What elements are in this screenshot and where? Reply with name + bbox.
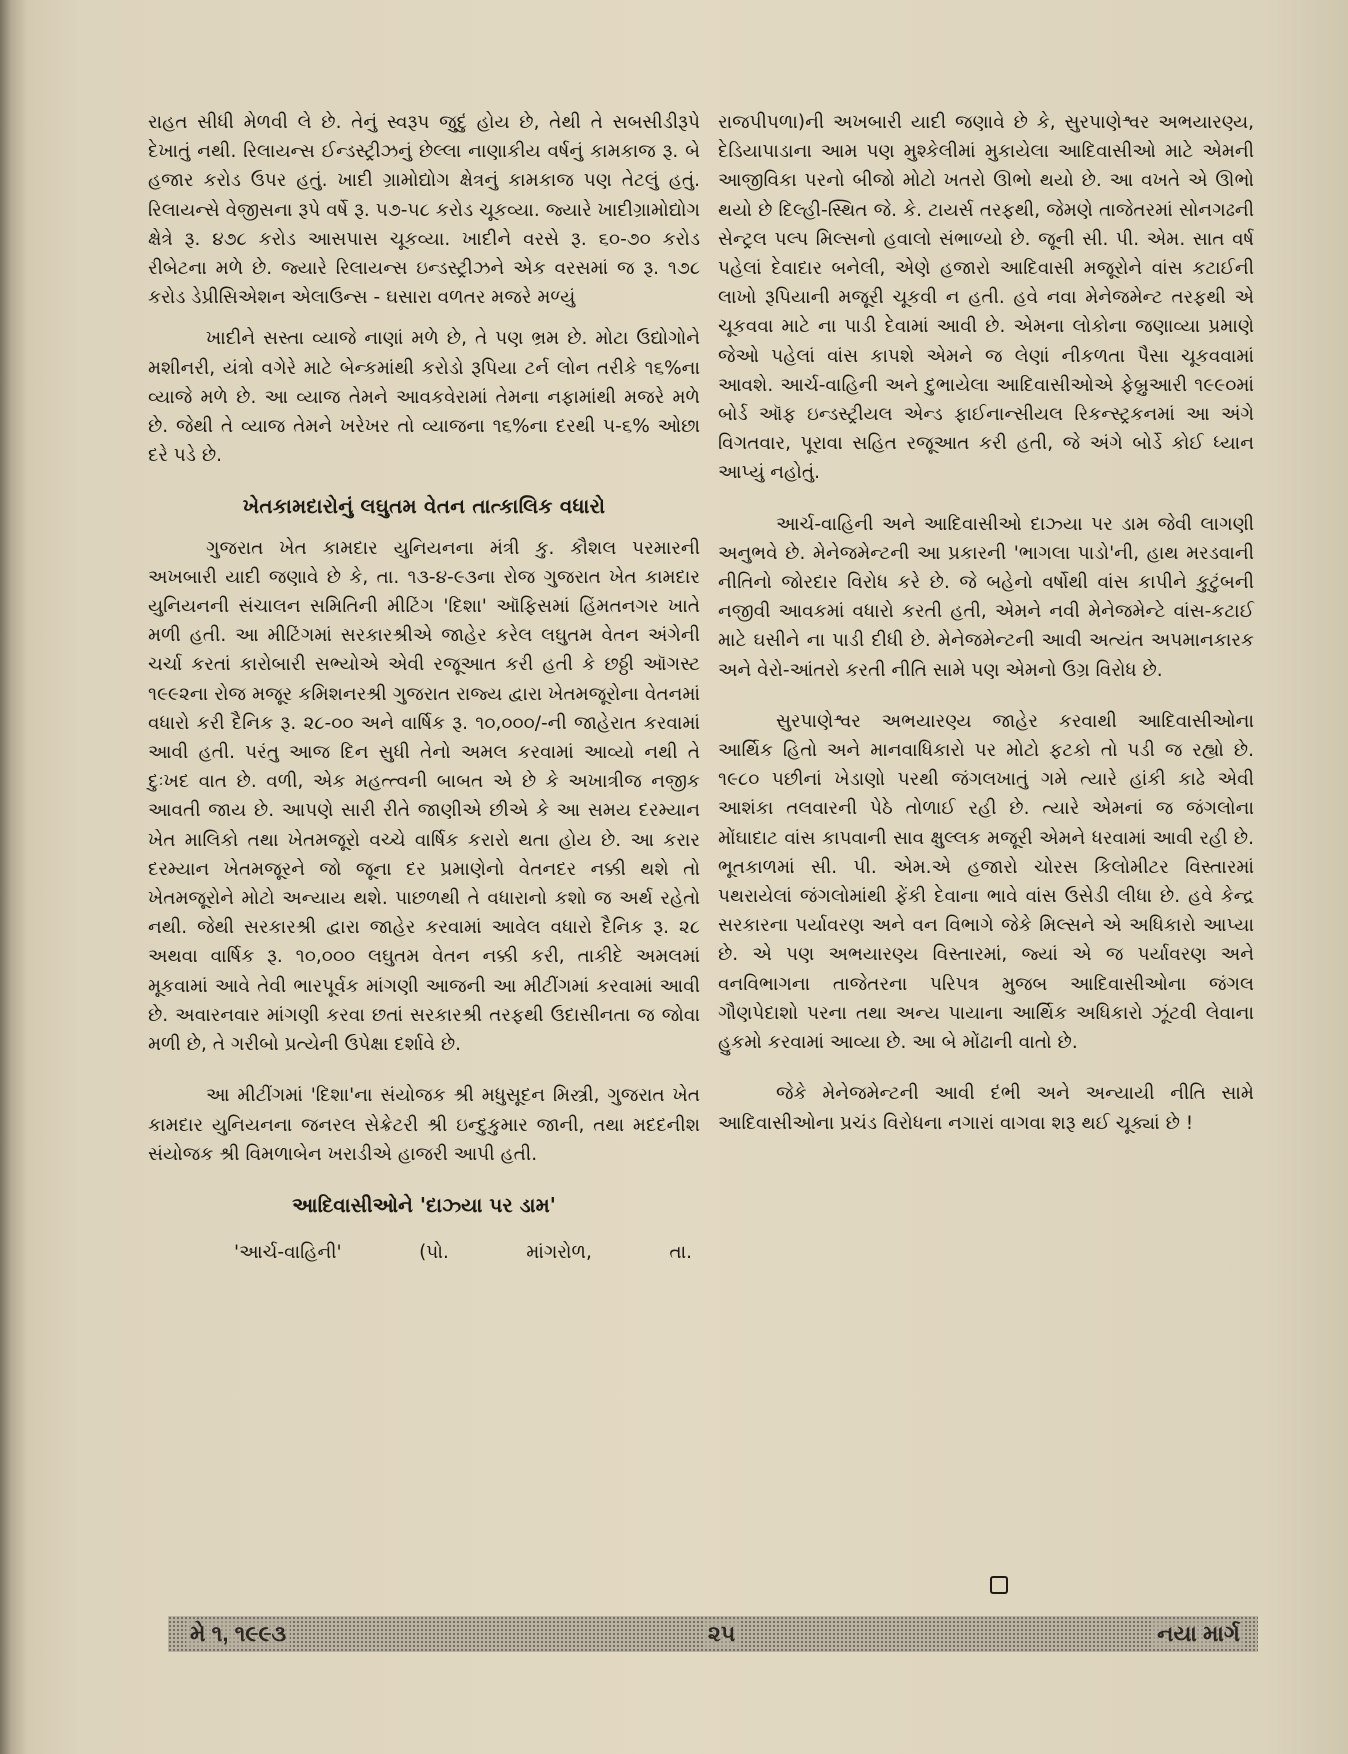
- left-column: [148, 108, 700, 1267]
- source-word-3: માંગરોળ,: [526, 1242, 592, 1264]
- right-para-2: આર્ચ-વાહિની અને આદિવાસીઓ દાઝ્યા પર ડામ જેવી લાગણી અનુભવે છે. મેનેજમેન્ટની આ પ્રકારની 'ભાગલા પાડો'ની, હાથ મરડવાની નીતિનો જોરદાર વિરોધ કરે છે. જે બહેનો વર્ષોથી વાંસ કાપીને કુટુંબની નજીવી આવકમાં વધારો કરતી હતી, એમને નવી મેનેજમેન્ટે વાંસ-કટાઈ માટે ઘસીને ના પાડી દીધી છે. મેનેજમેન્ટની આવી અત્યંત અપમાનકારક અને વેરો-આંતરો કરતી નીતિ સામે પણ એમનો ઉગ્ર વિરોધ છે.: [718, 513, 1254, 681]
- source-word-1: 'આર્ચ-વાહિની': [234, 1242, 342, 1264]
- right-para-1: રાજપીપળા)ની અખબારી યાદી જણાવે છે કે, સુરપાણેશ્વર અભયારણ્ય, દેડિયાપાડાના આમ પણ મુશ્કેલીમાં મુકાયેલા આદિવાસીઓ માટે એમની આજીવિકા પરનો બીજો મોટો ખતરો ઊભો થયો છે. આ વખતે એ ઊભો થયો છે દિલ્હી-સ્થિત જે. કે. ટાયર્સ તરફથી, જેમણે તાજેતરમાં સોનગઢની સેન્ટ્રલ પલ્પ મિલ્સનો હવાલો સંભાળ્યો છે. જૂની સી. પી. એમ. સાત વર્ષ પહેલાં દેવાદાર બનેલી, એણે હજારો આદિવાસી મજૂરોને વાંસ કટાઈની લાખો રૂપિયાની મજૂરી ચૂકવી ન હતી. હવે નવા મેનેજમેન્ટ તરફથી એ ચૂકવવા માટે ના પાડી દેવામાં આવી છે. એમના લોકોના જણાવ્યા પ્રમાણે જેઓ પહેલાં વાંસ કાપશે એમને જ લેણાં નીકળતા પૈસા ચૂકવવામાં આવશે. આર્ચ-વાહિની અને દુભાયેલા આદિવાસીઓએ ફેબ્રુઆરી ૧૯૯૦માં બોર્ડ ઑફ ઇન્ડસ્ટ્રીયલ એન્ડ ફાઈનાન્સીયલ રિકન્સ્ટ્રકનમાં આ અંગે વિગતવાર, પૂરાવા સહિત રજૂઆત કરી હતી, જે અંગે બોર્ડે કોઈ ધ્યાન આપ્યું નહોતું.: [718, 112, 1254, 484]
- left-para-4: આ મીટીંગમાં 'દિશા'ના સંયોજક શ્રી મધુસૂદન મિસ્ત્રી, ગુજરાત ખેત કામદાર યુનિયનના જનરલ સેક્રેટરી શ્રી ઇન્દુકુમાર જાની, તથા મદદનીશ સંયોજક શ્રી વિમળાબેન ખરાડીએ હાજરી આપી હતી.: [148, 1085, 700, 1165]
- article-end-square-icon: [990, 1576, 1008, 1594]
- source-word-4: તા.: [669, 1242, 692, 1264]
- right-para-4: જેકે મેનેજમેન્ટની આવી દંભી અને અન્યાયી નીતિ સામે આદિવાસીઓના પ્રચંડ વિરોધના નગારાં વાગવા શરૂ થઈ ચૂક્યાં છે !: [718, 1083, 1254, 1134]
- source-line: [148, 1238, 700, 1267]
- footer-date: મે ૧, ૧૯૯૩: [186, 1621, 290, 1647]
- right-column: [718, 108, 1254, 1138]
- page-edge-shadow: [0, 0, 28, 1754]
- section-heading-adivasi: આદિવાસીઓને 'દાઝ્યા પર ડામ': [292, 1192, 556, 1217]
- right-para-3: સુરપાણેશ્વર અભયારણ્ય જાહેર કરવાથી આદિવાસીઓના આર્થિક હિતો અને માનવાધિકારો પર મોટો ફટકો તો પડી જ રહ્યો છે. ૧૯૮૦ પછીનાં ખેડાણો પરથી જંગલખાતું ગમે ત્યારે હાંકી કાઢે એવી આશંકા તલવારની પેઠે તોળાઈ રહી છે. ત્યારે એમનાં જ જંગલોના મોંઘાદાટ વાંસ કાપવાની સાવ ક્ષુલ્લક મજૂરી એમને ધરવામાં આવી રહી છે. ભૂતકાળમાં સી. પી. એમ.એ હજારો ચોરસ કિલોમીટર વિસ્તારમાં પથરાયેલાં જંગલોમાંથી ફેંકી દેવાના ભાવે વાંસ ઉસેડી લીધા છે. હવે કેન્દ્ર સરકારના પર્યાવરણ અને વન વિભાગે જેકે મિલ્સને એ અધિકારો આપ્યા છે. એ પણ અભયારણ્ય વિસ્તારમાં, જ્યાં એ જ પર્યાવરણ અને વનવિભાગના તાજેતરના પરિપત્ર મુજબ આદિવાસીઓના જંગલ ગૌણપેદાશો પરના તથા અન્ય પાયાના આર્થિક અધિકારો ઝૂંટવી લેવાના હુકમો કરવામાં આવ્યા છે. આ બે મોંઢાની વાતો છે.: [718, 710, 1254, 1054]
- section-heading-wage: ખેતકામદારોનું લઘુતમ વેતન તાત્કાલિક વધારો: [242, 494, 606, 519]
- left-para-2: ખાદીને સસ્તા વ્યાજે નાણાં મળે છે, તે પણ ભ્રમ છે. મોટા ઉદ્યોગોને મશીનરી, યંત્રો વગેરે માટે બેન્કમાંથી કરોડો રૂપિયા ટર્ન લોન તરીકે ૧૬%ના વ્યાજે મળે છે. આ વ્યાજ તેમને આવકવેરામાં તેમના નફામાંથી મજરે મળે છે. જેથી તે વ્યાજ તેમને ખરેખર તો વ્યાજના ૧૬%ના દરથી ૫-૬% ઓછા દરે પડે છે.: [148, 328, 700, 467]
- source-word-2: (પો.: [419, 1242, 449, 1264]
- footer-page-number: ૨૫: [704, 1621, 739, 1647]
- footer-magazine-name: નયા માર્ગ: [1153, 1621, 1244, 1647]
- left-para-3: ગુજરાત ખેત કામદાર યુનિયનના મંત્રી કુ. કૌશલ પરમારની અખબારી યાદી જણાવે છે કે, તા. ૧૩-૪-૯૩ના રોજ ગુજરાત ખેત કામદાર યુનિયનની સંચાલન સમિતિની મીટિંગ 'દિશા' ઑફિસમાં હિંમતનગર ખાતે મળી હતી. આ મીટિંગમાં સરકારશ્રીએ જાહેર કરેલ લઘુતમ વેતન અંગેની ચર્ચા કરતાં કારોબારી સભ્યોએ એવી રજૂઆત કરી હતી કે છઠ્ઠી ઑગસ્ટ ૧૯૯૨ના રોજ મજૂર કમિશનરશ્રી ગુજરાત રાજ્ય દ્વારા ખેતમજૂરોના વેતનમાં વધારો કરી દૈનિક રૂ. ૨૮-૦૦ અને વાર્ષિક રૂ. ૧૦,૦૦૦/-ની જાહેરાત કરવામાં આવી હતી. પરંતુ આજ દિન સુધી તેનો અમલ કરવામાં આવ્યો નથી તે દુઃખદ વાત છે. વળી, એક મહત્ત્વની બાબત એ છે કે અખાત્રીજ નજીક આવતી જાય છે. આપણે સારી રીતે જાણીએ છીએ કે આ સમય દરમ્યાન ખેત માલિકો તથા ખેતમજૂરો વચ્ચે વાર્ષિક કરારો થતા હોય છે. આ કરાર દરમ્યાન ખેતમજૂરને જો જૂના દર પ્રમાણેનો વેતનદર નક્કી થશે તો ખેતમજૂરોને મોટો અન્યાય થશે. પાછળથી તે વધારાનો કશો જ અર્થ રહેતો નથી. જેથી સરકારશ્રી દ્વારા જાહેર કરવામાં આવેલ વધારો દૈનિક રૂ. ૨૮ અથવા વાર્ષિક રૂ. ૧૦,૦૦૦ લઘુતમ વેતન નક્કી કરી, તાકીદે અમલમાં મૂકવામાં આવે તેવી ભારપૂર્વક માંગણી આજની આ મીટીંગમાં કરવામાં આવી છે. અવારનવાર માંગણી કરવા છતાં સરકારશ્રી તરફથી ઉદાસીનતા જ જોવા મળી છે, તે ગરીબો પ્રત્યેની ઉપેક્ષા દર્શાવે છે.: [148, 537, 700, 1056]
- left-para-1: રાહત સીધી મેળવી લે છે. તેનું સ્વરૂપ જુદું હોય છે, તેથી તે સબસીડીરૂપે દેખાતું નથી. રિલાયન્સ ઈન્ડસ્ટ્રીઝનું છેલ્લા નાણાકીય વર્ષનું કામકાજ રૂ. બે હજાર કરોડ ઉપર હતું. ખાદી ગ્રામોદ્યોગ ક્ષેત્રનું કામકાજ પણ તેટલું હતું. રિલાયન્સે વેજીસના રૂપે વર્ષે રૂ. ૫૭-૫૮ કરોડ ચૂકવ્યા. જ્યારે ખાદીગ્રામોદ્યોગ ક્ષેત્રે રૂ. ૪૭૮ કરોડ આસપાસ ચૂકવ્યા. ખાદીને વરસે રૂ. ૬૦-૭૦ કરોડ રીબેટના મળે છે. જ્યારે રિલાયન્સ ઇન્ડસ્ટ્રીઝને એક વરસમાં જ રૂ. ૧૭૮ કરોડ ડેપ્રીસિએશન એલાઉન્સ - ઘસારા વળતર મજરે મળ્યું: [148, 112, 700, 309]
- page-footer: [168, 1616, 1258, 1652]
